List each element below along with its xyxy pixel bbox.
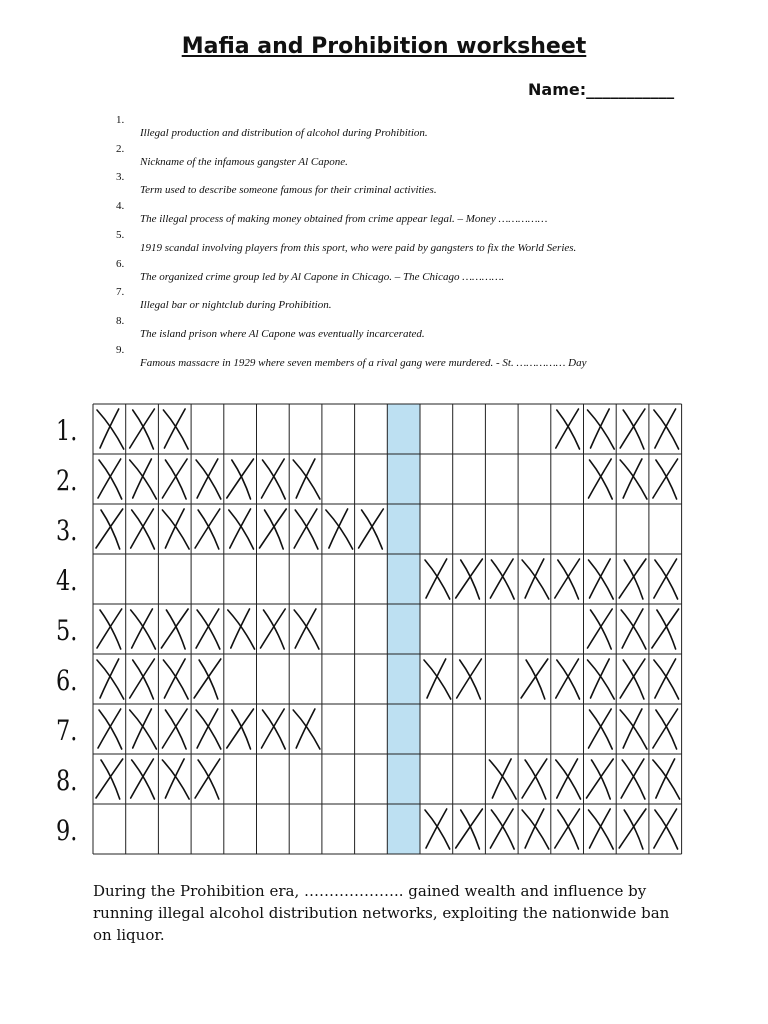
- cell-cross-mark: [654, 559, 678, 599]
- cell-cross-mark: [522, 759, 547, 799]
- cell-cross-mark: [96, 509, 123, 549]
- cell-cross-mark: [196, 609, 220, 649]
- cell-cross-mark: [130, 659, 155, 699]
- cell-cross-mark: [425, 559, 450, 599]
- cell-cross-mark: [522, 559, 549, 599]
- cell-cross-mark: [359, 509, 384, 549]
- cell-cross-mark: [425, 809, 450, 849]
- fill-in-sentence: During the Prohibition era, ……………….. gained wealth and influence by running illegal alcohol distribution networks, exploiting the nationwide ban on liquor.: [93, 882, 670, 944]
- cell-cross-mark: [194, 659, 221, 699]
- clue-number: 1.: [116, 114, 125, 126]
- cell-cross-mark: [587, 759, 614, 799]
- cell-cross-mark: [98, 709, 122, 749]
- clue-text: Nickname of the infamous gangster Al Capone.: [140, 155, 348, 168]
- cell-cross-mark: [619, 809, 646, 849]
- cell-cross-mark: [294, 609, 319, 649]
- clue-number: 5.: [116, 228, 125, 241]
- cell-cross-mark: [521, 659, 548, 699]
- answer-column-highlight: [387, 404, 420, 854]
- cell-cross-mark: [293, 709, 320, 749]
- cell-cross-mark: [262, 709, 286, 749]
- clue-number: 9.: [116, 343, 125, 356]
- cell-cross-mark: [489, 759, 516, 799]
- name-field-label: Name:___________: [528, 80, 675, 99]
- cell-cross-mark: [262, 459, 286, 499]
- cell-cross-mark: [621, 609, 646, 649]
- cell-cross-mark: [457, 659, 482, 699]
- cell-cross-mark: [490, 559, 514, 599]
- clue-text: Term used to describe someone famous for their criminal activities.: [140, 184, 437, 197]
- cell-cross-mark: [490, 809, 514, 849]
- cell-cross-mark: [620, 459, 647, 499]
- cell-cross-mark: [589, 809, 614, 849]
- cell-cross-mark: [589, 459, 613, 499]
- clue-number: 4.: [116, 200, 125, 213]
- row-number-label: 8.: [56, 764, 78, 797]
- cell-cross-mark: [227, 709, 254, 749]
- cell-cross-mark: [261, 609, 286, 649]
- cell-cross-mark: [195, 759, 220, 799]
- cell-cross-mark: [424, 659, 451, 699]
- cell-cross-mark: [588, 409, 615, 449]
- cell-cross-mark: [653, 759, 680, 799]
- cell-cross-mark: [130, 709, 157, 749]
- cell-cross-mark: [456, 809, 483, 849]
- cell-cross-mark: [293, 459, 320, 499]
- cell-cross-mark: [260, 509, 287, 549]
- cell-cross-mark: [652, 609, 679, 649]
- cell-cross-mark: [326, 509, 353, 549]
- cell-cross-mark: [589, 709, 613, 749]
- cell-cross-mark: [97, 409, 124, 449]
- cell-cross-mark: [556, 409, 580, 449]
- cell-cross-mark: [588, 659, 615, 699]
- cell-cross-mark: [131, 759, 155, 799]
- cell-cross-mark: [196, 459, 221, 499]
- row-number-label: 9.: [56, 814, 78, 847]
- cell-cross-mark: [96, 759, 123, 799]
- cell-cross-mark: [162, 509, 189, 549]
- worksheet-title: Mafia and Prohibition worksheet: [181, 34, 587, 59]
- clue-text: Famous massacre in 1929 where seven members of a rival gang were murdered. - St. …………… Day: [140, 356, 587, 369]
- row-number-label: 5.: [56, 614, 78, 647]
- cell-cross-mark: [294, 509, 318, 549]
- cell-cross-mark: [162, 709, 187, 749]
- cell-cross-mark: [589, 559, 614, 599]
- clue-number: 6.: [116, 257, 125, 270]
- cell-cross-mark: [621, 759, 645, 799]
- cell-cross-mark: [163, 409, 188, 449]
- row-number-label: 2.: [56, 464, 78, 497]
- row-number-label: 4.: [56, 564, 78, 597]
- cell-cross-mark: [130, 409, 155, 449]
- cell-cross-mark: [555, 559, 580, 599]
- cell-cross-mark: [619, 559, 646, 599]
- clue-number: 8.: [116, 314, 125, 327]
- cell-cross-mark: [195, 509, 220, 549]
- clue-number: 7.: [116, 286, 125, 299]
- clue-text: 1919 scandal involving players from this sport, who were paid by gangsters to fix the World Series.: [140, 241, 577, 254]
- clue-text: Illegal bar or nightclub during Prohibition.: [140, 299, 332, 312]
- cell-cross-mark: [162, 459, 187, 499]
- clue-text: The island prison where Al Capone was eventually incarcerated.: [140, 327, 425, 340]
- cell-cross-mark: [555, 809, 580, 849]
- cell-cross-mark: [227, 459, 254, 499]
- cell-cross-mark: [556, 759, 581, 799]
- clue-text: Illegal production and distribution of alcohol during Prohibition.: [140, 127, 428, 139]
- cell-cross-mark: [130, 459, 157, 499]
- clue-number: 3.: [116, 171, 125, 184]
- cell-cross-mark: [161, 609, 188, 649]
- row-number-label: 7.: [56, 714, 78, 747]
- cell-cross-mark: [97, 609, 122, 649]
- cell-cross-mark: [98, 459, 122, 499]
- cell-cross-mark: [131, 509, 155, 549]
- cell-cross-mark: [131, 609, 156, 649]
- row-number-label: 1.: [56, 414, 78, 447]
- cell-cross-mark: [163, 659, 188, 699]
- cell-cross-mark: [229, 509, 254, 549]
- row-number-label: 6.: [56, 664, 78, 697]
- cell-cross-mark: [522, 809, 549, 849]
- cell-cross-mark: [556, 659, 580, 699]
- clue-text: The illegal process of making money obtained from crime appear legal. – Money ……………: [140, 213, 548, 226]
- row-number-label: 3.: [56, 514, 78, 547]
- cell-cross-mark: [97, 659, 124, 699]
- cell-cross-mark: [162, 759, 189, 799]
- cell-cross-mark: [654, 659, 679, 699]
- cell-cross-mark: [620, 409, 645, 449]
- cell-cross-mark: [620, 659, 645, 699]
- cell-cross-mark: [653, 709, 678, 749]
- cell-cross-mark: [456, 559, 483, 599]
- cell-cross-mark: [196, 709, 221, 749]
- cell-cross-mark: [654, 809, 678, 849]
- cell-cross-mark: [588, 609, 613, 649]
- clue-number: 2.: [116, 142, 125, 155]
- cell-cross-mark: [228, 609, 255, 649]
- cell-cross-mark: [653, 459, 678, 499]
- cell-cross-mark: [620, 709, 647, 749]
- cell-cross-mark: [654, 409, 679, 449]
- clue-text: The organized crime group led by Al Capone in Chicago. – The Chicago ………….: [140, 270, 505, 283]
